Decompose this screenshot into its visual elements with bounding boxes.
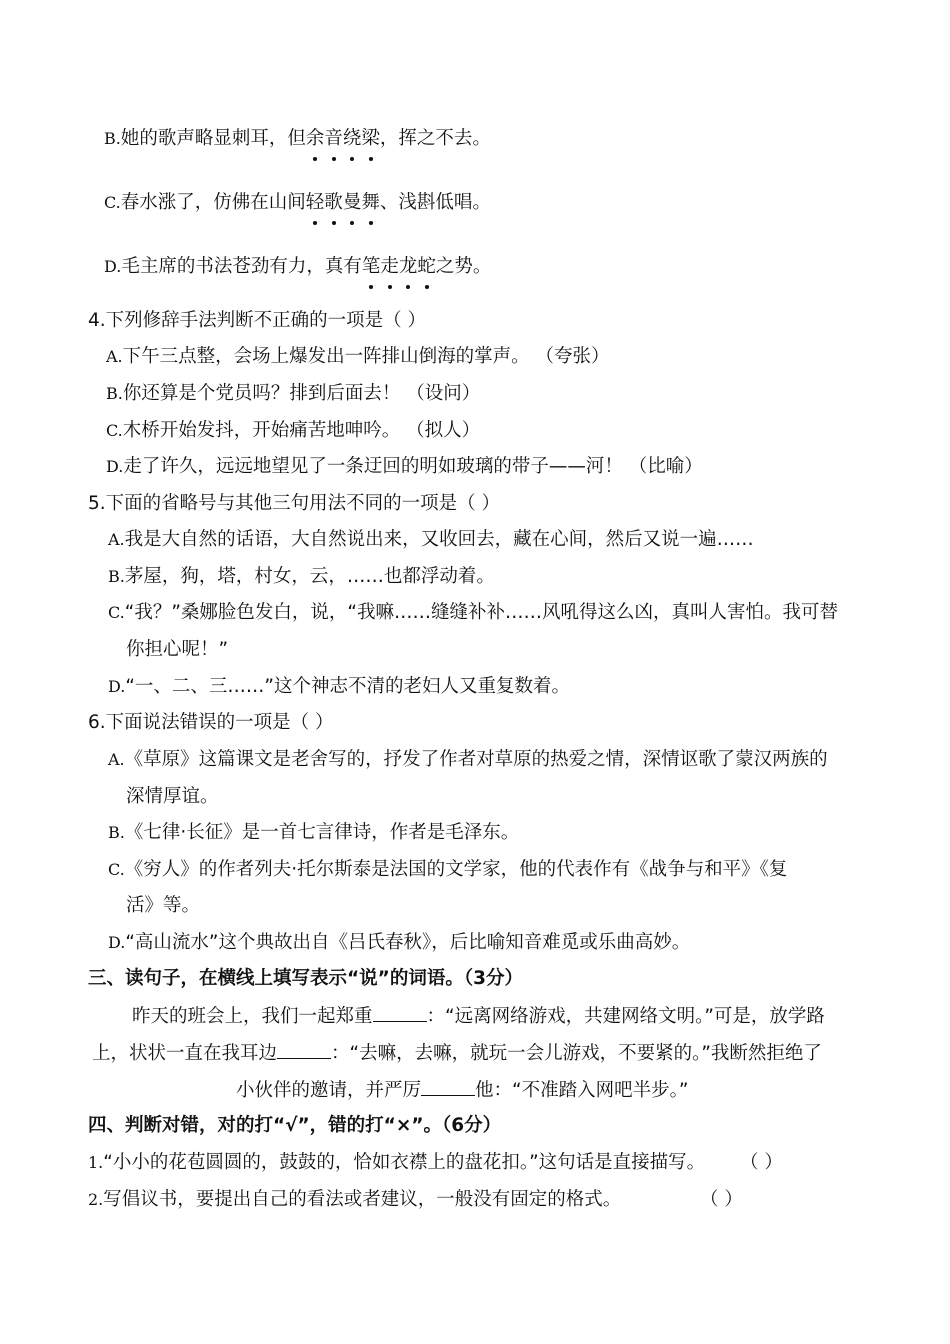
q5-option-a [108, 527, 754, 553]
option-label: B. [108, 567, 125, 586]
option-text: “我？”桑娜脸色发白，说，“我嘛……缝缝补补……风吼得这么凶，真叫人害怕。我可替 [124, 602, 839, 623]
option-text: 走了许久，远远地望见了一条迂回的明如玻璃的带子——河！ （比喻） [123, 456, 703, 477]
item-text: “小小的花苞圆圆的，鼓鼓的，恰如衣襟上的盘花扣。”这句话是直接描写。 [103, 1152, 706, 1173]
item-label: 2. [88, 1190, 104, 1209]
dotted-char: 走 [380, 254, 399, 280]
option-label: C. [108, 860, 125, 879]
option-label: A. [108, 530, 125, 549]
dotted-char: 龙 [399, 254, 418, 280]
q3-option-b [104, 126, 491, 152]
dotted-phrase [306, 192, 380, 213]
q4-stem: 4.下列修辞手法判断不正确的一项是（ ） [88, 310, 427, 331]
dotted-char: 笔 [362, 254, 381, 280]
dotted-char: 音 [324, 126, 343, 152]
option-label: D. [108, 933, 126, 952]
option-text: 、浅斟低唱。 [379, 192, 491, 213]
answer-paren-2[interactable]: （ ） [700, 1189, 743, 1210]
option-text: 之势。 [435, 256, 492, 277]
dotted-char: 歌 [324, 190, 343, 216]
paragraph-text: 上，状状一直在我耳边 [92, 1043, 278, 1064]
option-label: A. [106, 347, 123, 366]
q4-option-d [106, 454, 703, 480]
option-text: 她的歌声略显刺耳，但 [120, 128, 306, 149]
section-4-item-1 [88, 1150, 705, 1176]
option-label: D. [106, 457, 124, 476]
paragraph-text: 他：“不准踏入网吧半步。” [475, 1080, 689, 1101]
option-text: 《穷人》的作者列夫·托尔斯泰是法国的文学家，他的代表作有《战争与和平》《复 [124, 859, 788, 880]
q5-option-c [108, 600, 838, 626]
dotted-char: 蛇 [417, 254, 436, 280]
option-label: C. [106, 421, 123, 440]
q3-option-c [104, 190, 491, 216]
section-3-paragraph-line-1 [132, 1003, 825, 1030]
dotted-char: 曼 [343, 190, 362, 216]
option-text: 《草原》这篇课文是老舍写的，抒发了作者对草原的热爱之情，深情讴歌了蒙汉两族的 [124, 749, 828, 770]
option-text: 下午三点整，会场上爆发出一阵排山倒海的掌声。 （夸张） [122, 346, 610, 367]
section-4-item-2 [88, 1187, 621, 1213]
option-text: 春水涨了，仿佛在山间 [120, 192, 306, 213]
section-3-paragraph-line-3 [236, 1077, 688, 1104]
option-label: D. [108, 677, 126, 696]
q6-option-c-continued: 活》等。 [126, 895, 201, 916]
option-text: 我是大自然的话语，大自然说出来，又收回去，藏在心间，然后又说一遍…… [124, 529, 754, 550]
section-3-paragraph-line-2 [92, 1040, 822, 1067]
section-3-heading: 三、读句子，在横线上填写表示“说”的词语。（3分） [88, 968, 523, 989]
option-text: “高山流水”这个典故出自《吕氏春秋》，后比喻知音难觅或乐曲高妙。 [125, 932, 691, 953]
paragraph-text: ：“去嘛，去嘛，就玩一会儿游戏，不要紧的。”我断然拒绝了 [331, 1043, 822, 1064]
paragraph-text: 小伙伴的邀请，并严厉 [236, 1080, 422, 1101]
option-text: “一、二、三……”这个神志不清的老妇人又重复数着。 [125, 676, 571, 697]
item-label: 1. [88, 1153, 104, 1172]
q6-option-b [108, 820, 519, 846]
dotted-phrase [306, 128, 380, 149]
option-text: 毛主席的书法苍劲有力，真有 [121, 256, 362, 277]
q5-option-b [108, 564, 495, 590]
paragraph-text: 昨天的班会上，我们一起郑重 [132, 1006, 373, 1027]
section-4-heading: 四、判断对错，对的打“√”，错的打“×”。（6分） [88, 1115, 502, 1136]
q6-option-a-continued: 深情厚谊。 [126, 786, 219, 807]
dotted-char: 余 [306, 126, 325, 152]
option-text: ，挥之不去。 [379, 128, 491, 149]
option-label: D. [104, 257, 122, 276]
q4-option-b [106, 381, 480, 407]
q5-option-c-continued: 你担心呢！” [126, 639, 229, 660]
fill-blank-3[interactable] [421, 1077, 475, 1096]
q5-stem: 5.下面的省略号与其他三句用法不同的一项是（ ） [88, 493, 501, 514]
option-text: 你还算是个党员吗？排到后面去！ （设问） [122, 383, 481, 404]
option-label: C. [108, 603, 125, 622]
q6-stem: 6.下面说法错误的一项是（ ） [88, 712, 334, 733]
option-label: C. [104, 193, 121, 212]
option-text: 茅屋，狗，塔，村女，云，……也都浮动着。 [124, 566, 495, 587]
option-label: B. [106, 384, 123, 403]
q5-option-d [108, 674, 570, 700]
dotted-char: 绕 [343, 126, 362, 152]
dotted-char: 轻 [306, 190, 325, 216]
q6-option-c [108, 857, 787, 883]
q6-option-d [108, 930, 690, 956]
q3-option-d [104, 254, 491, 280]
q6-option-a [108, 747, 828, 773]
q4-option-c [106, 418, 480, 444]
option-label: B. [108, 823, 125, 842]
answer-paren-1[interactable]: （ ） [740, 1152, 783, 1173]
option-text: 木桥开始发抖，开始痛苦地呻吟。 （拟人） [122, 420, 481, 441]
option-text: 《七律·长征》是一首七言律诗，作者是毛泽东。 [124, 822, 520, 843]
option-label: B. [104, 129, 121, 148]
q4-option-a [106, 344, 610, 370]
item-text: 写倡议书，要提出自己的看法或者建议，一般没有固定的格式。 [103, 1189, 622, 1210]
dotted-char: 梁 [361, 126, 380, 152]
paragraph-text: ：“远离网络游戏，共建网络文明。”可是，放学路 [426, 1006, 825, 1027]
dotted-char: 舞 [361, 190, 380, 216]
option-label: A. [108, 750, 125, 769]
dotted-phrase [362, 256, 436, 277]
fill-blank-1[interactable] [373, 1003, 427, 1022]
fill-blank-2[interactable] [277, 1040, 331, 1059]
